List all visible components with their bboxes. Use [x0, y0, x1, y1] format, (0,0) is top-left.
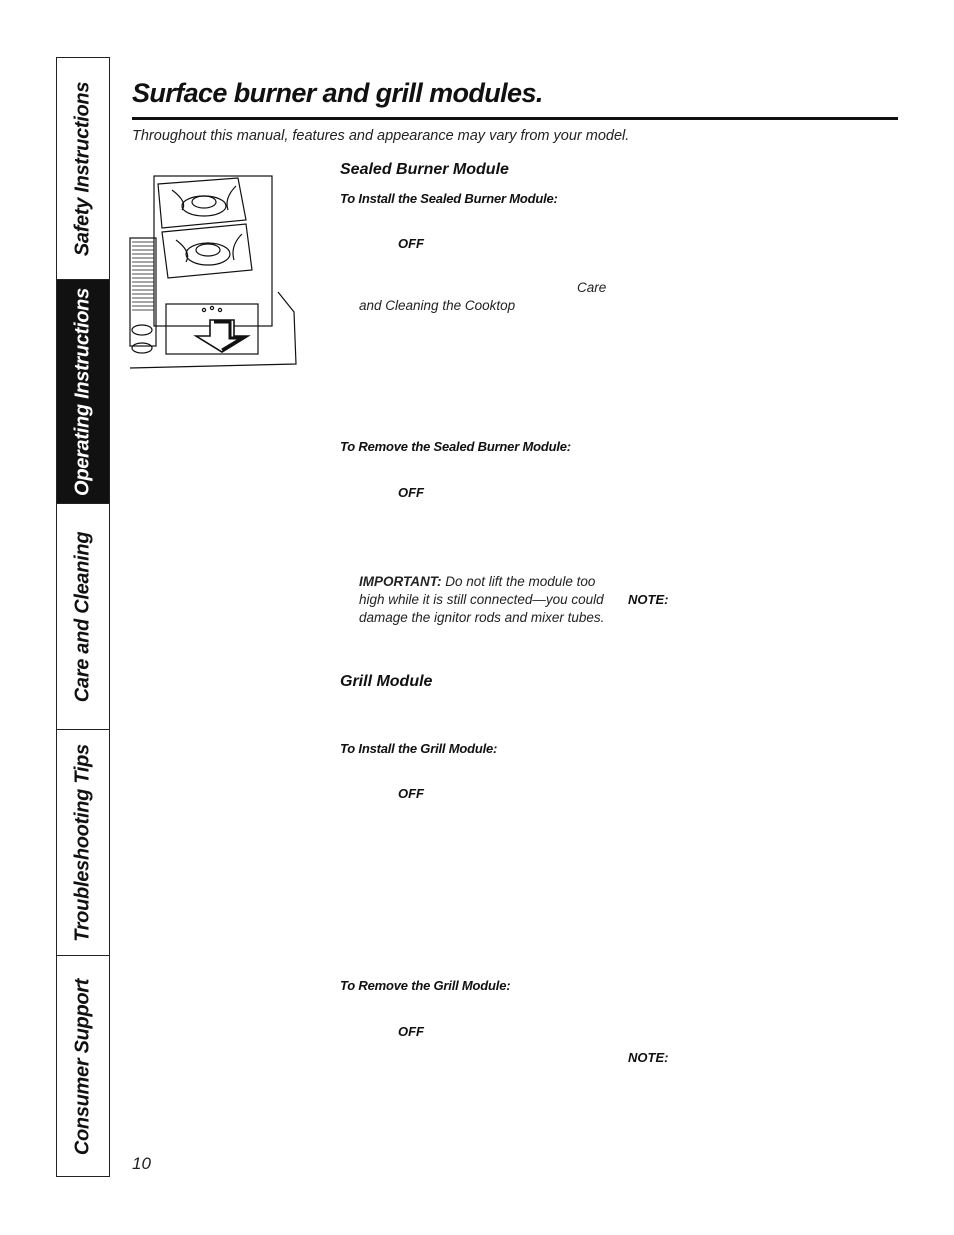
off-setting-label: OFF — [398, 236, 424, 251]
page-number: 10 — [132, 1154, 151, 1173]
tab-troubleshooting-tips[interactable] — [57, 730, 109, 956]
tab-safety-instructions[interactable] — [57, 58, 109, 280]
important-text: Do not lift the module too high while it is still connected—you could damage the ignitor rods and mixer tubes. — [359, 574, 605, 625]
tab-label: Operating Instructions — [71, 287, 94, 496]
off-setting-label: OFF — [398, 485, 424, 500]
title-rule — [132, 117, 898, 120]
tab-label: Consumer Support — [71, 978, 94, 1156]
section-tabs — [56, 57, 110, 1177]
note-label: NOTE: — [628, 1050, 669, 1065]
off-setting-label: OFF — [398, 1024, 424, 1039]
install-grill-heading: To Install the Grill Module: — [340, 741, 498, 756]
tab-label: Troubleshooting Tips — [71, 743, 94, 942]
tab-label: Care and Cleaning — [71, 531, 94, 702]
important-label: IMPORTANT: — [359, 574, 442, 589]
off-setting-label: OFF — [398, 786, 424, 801]
tab-label: Safety Instructions — [71, 81, 94, 256]
page-title: Surface burner and grill modules. — [132, 78, 543, 108]
page-subtitle: Throughout this manual, features and appearance may vary from your model. — [132, 128, 630, 144]
tab-consumer-support[interactable] — [57, 956, 109, 1178]
care-reference-continued: and Cleaning the Cooktop — [359, 298, 516, 313]
install-sealed-burner-heading: To Install the Sealed Burner Module: — [340, 191, 558, 206]
sealed-burner-module-illustration — [128, 172, 300, 372]
grill-module-heading: Grill Module — [340, 673, 433, 690]
tab-operating-instructions[interactable] — [57, 280, 109, 504]
important-warning — [359, 573, 621, 627]
remove-grill-heading: To Remove the Grill Module: — [340, 978, 511, 993]
tab-care-and-cleaning[interactable] — [57, 504, 109, 730]
remove-sealed-burner-heading: To Remove the Sealed Burner Module: — [340, 439, 571, 454]
care-reference: Care — [577, 280, 607, 295]
note-label: NOTE: — [628, 592, 669, 607]
sealed-burner-heading: Sealed Burner Module — [340, 161, 509, 178]
